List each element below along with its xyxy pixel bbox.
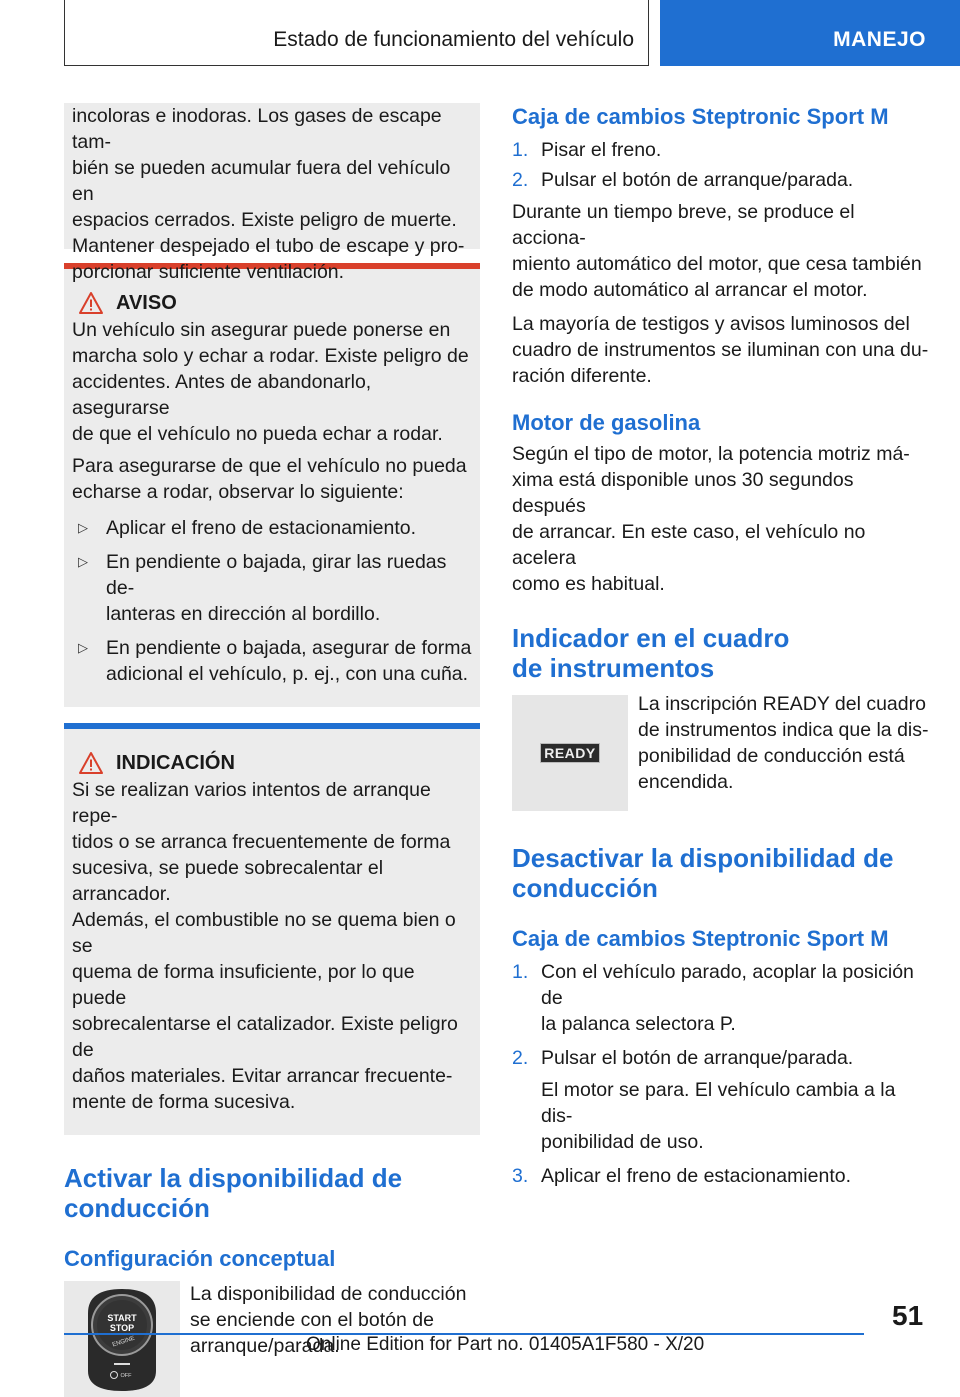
heading-concept: Configuración conceptual xyxy=(64,1246,336,1271)
indicator-lamps-text: La mayoría de testigos y avisos luminosos del cuadro de instrumentos se iluminan con una du- ración diferente. xyxy=(512,313,929,387)
notice-title: INDICACIÓN xyxy=(116,751,235,774)
warning-title: AVISO xyxy=(116,291,177,314)
heading-indicator: Indicador en el cuadro de instrumentos xyxy=(512,623,790,683)
header-section-title: Estado de funcionamiento del vehículo xyxy=(273,27,634,51)
notice-heading xyxy=(72,751,472,775)
header-section-box xyxy=(64,0,649,66)
warning-box xyxy=(64,263,480,707)
heading-deactivate: Desactivar la disponibilidad de conducción xyxy=(512,843,894,903)
page-number: 51 xyxy=(892,1300,924,1331)
list-item: ▷ En pendiente o bajada, girar las ruedas de- lanteras en dirección al bordillo. xyxy=(72,549,472,627)
auto-start-text: Durante un tiempo breve, se produce el acciona- miento automático del motor, que cesa también de modo automático al arrancar el motor. xyxy=(512,201,922,301)
right-column xyxy=(512,103,932,1193)
heading-gasoline: Motor de gasolina xyxy=(512,410,701,435)
footer-edition: Online Edition for Part no. 01405A1F580 - X/20 xyxy=(306,1334,705,1355)
warning-heading xyxy=(72,291,472,315)
bullet-triangle-icon: ▷ xyxy=(78,520,88,535)
list-item: ▷ En pendiente o bajada, asegurar de forma adicional el vehículo, p. ej., con una cuña. xyxy=(72,635,472,687)
bullet-triangle-icon: ▷ xyxy=(78,640,88,655)
notice-box xyxy=(64,723,480,1135)
list-item: 2. Pulsar el botón de arranque/parada. xyxy=(512,169,854,191)
ready-row xyxy=(512,695,932,811)
start-stop-button-image xyxy=(64,1281,180,1397)
svg-text:START: START xyxy=(107,1313,137,1323)
list-item: ▷ Aplicar el freno de estacionamiento. xyxy=(72,515,472,541)
ready-indicator-image xyxy=(512,695,628,811)
ready-text: La inscripción READY del cuadro de instrumentos indica que la dis- ponibilidad de conducción está encendida. xyxy=(638,693,929,793)
gasoline-text: Según el tipo de motor, la potencia motriz má- xima está disponible unos 30 segundos después de arrancar. En este caso, el vehículo no acelera como es habitual. xyxy=(512,443,910,595)
warning-triangle-icon xyxy=(78,751,104,775)
start-stop-button-icon xyxy=(74,1283,170,1395)
bullet-triangle-icon: ▷ xyxy=(78,554,88,569)
list-item: 3. Aplicar el freno de estacionamiento. xyxy=(512,1165,852,1187)
intro-text: incoloras e inodoras. Los gases de escape tam- bién se pueden acumular fuera del vehículo en espacios cerrados. Existe peligro de muerte. Mantener despejado el tubo de escape y pro- porcionar suficiente ventilación. xyxy=(72,105,465,283)
header-chapter-label: MANEJO xyxy=(833,28,926,51)
svg-text:OFF: OFF xyxy=(120,1373,132,1379)
left-column xyxy=(64,103,480,1397)
notice-text: Si se realizan varios intentos de arranque repe- tidos o se arranca frecuentemente de forma sucesiva, se puede sobrecalentar el arrancador. Además, el combustible no se quema bien o se quema de forma insuficiente, por lo que puede sobrecalentarse el catalizador. Existe peligro de daños materiales. Evitar arrancar frecuente- mente de forma sucesiva. xyxy=(72,779,458,1113)
heading-steptronic-1: Caja de cambios Steptronic Sport M xyxy=(512,104,889,129)
header-chapter-tab xyxy=(660,0,960,66)
list-item: 2. Pulsar el botón de arranque/parada. xyxy=(512,1047,854,1069)
list-item: 1. Con el vehículo parado, acoplar la posición de la palanca selectora P. xyxy=(512,961,914,1035)
concept-text: La disponibilidad de conducción se enciende con el botón de arranque/parada. xyxy=(190,1283,467,1357)
warning-paragraph-1: Un vehículo sin asegurar puede ponerse en marcha solo y echar a rodar. Existe peligro de accidentes. Antes de abandonarlo, asegurarse de que el vehículo no pueda echar a rodar. xyxy=(72,319,469,445)
heading-steptronic-2: Caja de cambios Steptronic Sport M xyxy=(512,926,889,951)
svg-text:ENGINE: ENGINE xyxy=(111,1335,136,1349)
svg-text:STOP: STOP xyxy=(109,1323,135,1333)
warning-triangle-icon xyxy=(78,291,104,315)
ready-indicator-label: READY xyxy=(540,743,600,763)
engine-stops-text: El motor se para. El vehículo cambia a la dis- ponibilidad de uso. xyxy=(541,1079,896,1153)
warning-paragraph-2: Para asegurarse de que el vehículo no pueda echarse a rodar, observar lo siguiente: xyxy=(72,455,467,503)
heading-activate: Activar la disponibilidad de conducción xyxy=(64,1163,403,1223)
list-item: 1. Pisar el freno. xyxy=(512,139,662,161)
intro-box xyxy=(64,103,480,283)
